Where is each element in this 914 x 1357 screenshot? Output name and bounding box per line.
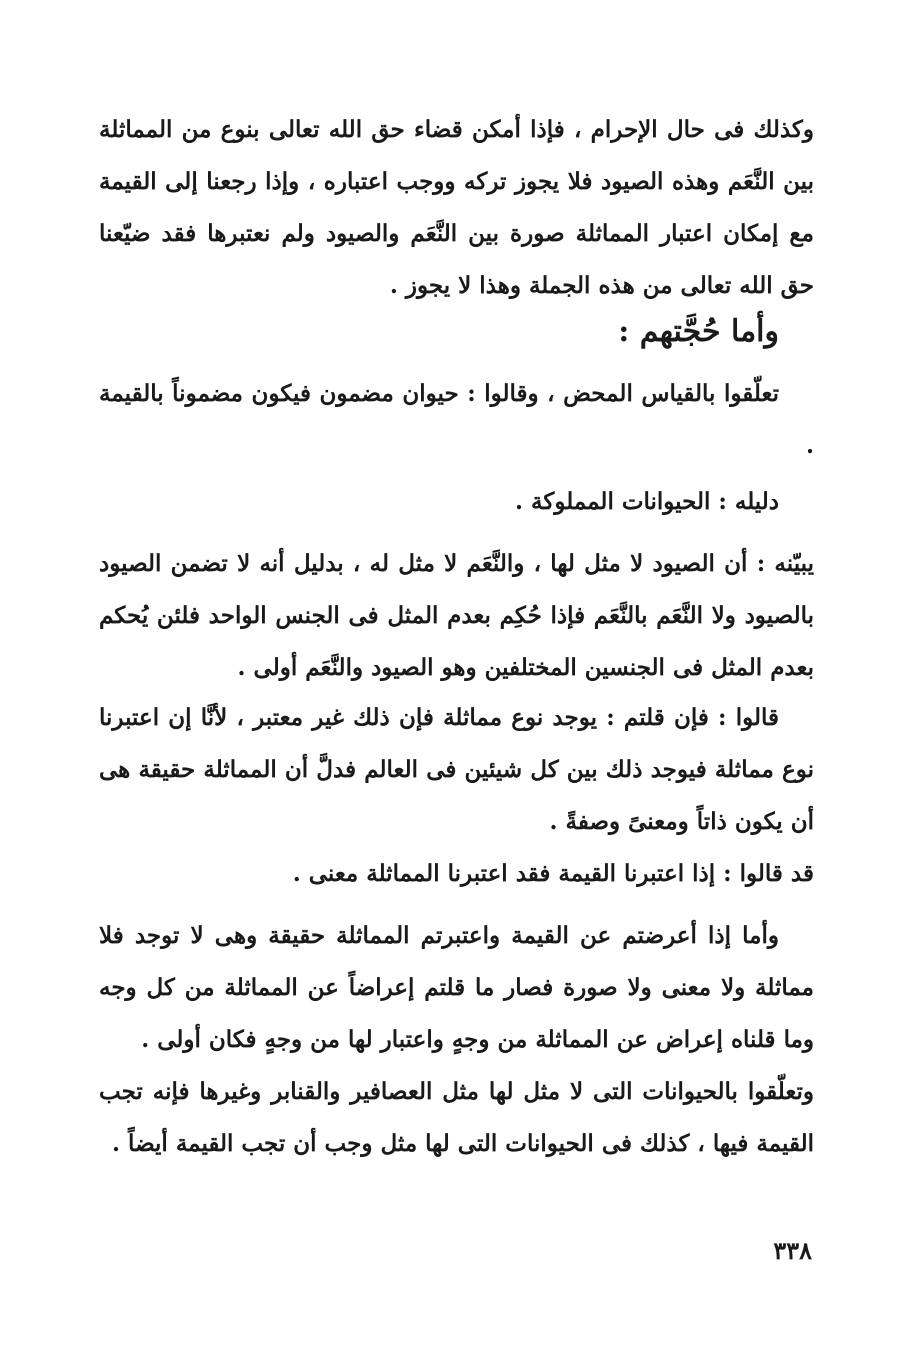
section-heading: وأما حُجَّتهم :: [618, 314, 779, 349]
paragraph-1: وكذلك فى حال الإحرام ، فإذا أمكن قضاء حق الله تعالى بنوع من المماثلة بين النَّعَم وهذه الصيود فلا يجوز تركه ووجب اعتباره ، وإذا رجعنا إلى القيمة مع إمكان اعتبار المماثلة صورة بين النَّعَم والصيود ولم نعتبرها فقد ضيّعنا حق الله تعالى من هذه الجملة وهذا لا يجوز .: [99, 116, 814, 299]
paragraph-5: قالوا : فإن قلتم : يوجد نوع مماثلة فإن ذلك غير معتبر ، لأنَّا إن اعتبرنا نوع مماثلة فيوجد ذلك بين كل شيئين فى العالم فدلَّ أن المماثلة حقيقة هى أن يكون ذاتاً ومعنىً وصفةً .: [99, 704, 814, 835]
paragraph-3: دليله : الحيوانات المملوكة .: [515, 488, 779, 515]
page-number: ٣٣٨: [773, 1236, 812, 1265]
paragraph-8: وتعلّقوا بالحيوانات التى لا مثل لها مثل العصافير والقنابر وغيرها فإنه تجب القيمة فيها ، كذلك فى الحيوانات التى لها مثل وجب أن تجب القيمة أيضاً .: [99, 1078, 814, 1157]
paragraph-6: قد قالوا : إذا اعتبرنا القيمة فقد اعتبرنا المماثلة معنى .: [292, 860, 814, 887]
paragraph-7: وأما إذا أعرضتم عن القيمة واعتبرتم المماثلة حقيقة وهى لا توجد فلا مماثلة ولا معنى ولا صورة فصار ما قلتم إعراضاً عن المماثلة من كل وجه وما قلناه إعراض عن المماثلة من وجهٍ واعتبار لها من وجهٍ فكان أولى .: [99, 922, 814, 1053]
paragraph-2: تعلّقوا بالقياس المحض ، وقالوا : حيوان مضمون فيكون مضموناً بالقيمة .: [99, 380, 814, 459]
paragraph-4: يبيّنه : أن الصيود لا مثل لها ، والنَّعَم لا مثل له ، بدليل أنه لا تضمن الصيود بالصيود ولا النَّعَم بالنَّعَم فإذا حُكِم بعدم المثل فى الجنس الواحد فلئن يُحكم بعدم المثل فى الجنسين المختلفين وهو الصيود والنَّعَم أولى .: [99, 550, 814, 681]
